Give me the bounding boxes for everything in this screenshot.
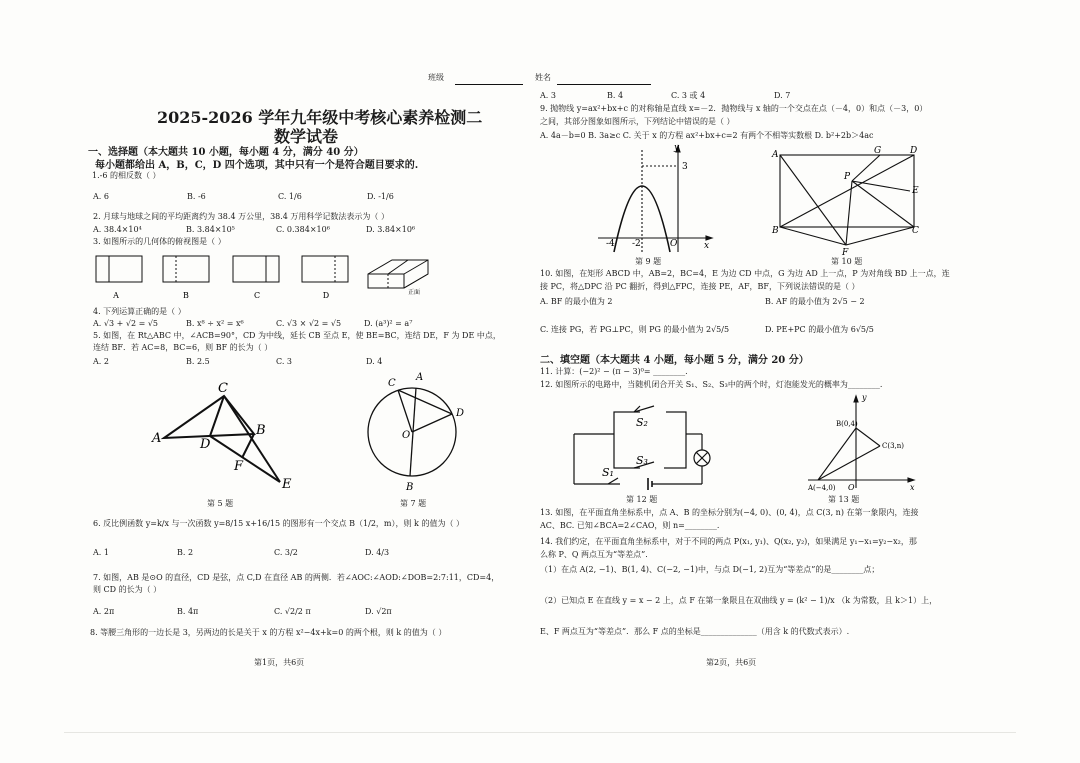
exam-subtitle: 数学试卷 bbox=[274, 127, 339, 146]
q7-line2: 则 CD 的长为（ ） bbox=[93, 585, 162, 594]
figure-q10 bbox=[770, 145, 930, 257]
q14-line4: （2）已知点 E 在直线 y = x − 2 上，点 F 在第一象限且在双曲线 y = (k² − 1)/x （k 为常数，且 k＞1）上， bbox=[540, 596, 938, 605]
svg-text:x: x bbox=[910, 483, 915, 492]
figure-q9 bbox=[592, 140, 722, 256]
fig5-caption: 第 5 题 bbox=[207, 499, 234, 508]
class-label: 班级 bbox=[428, 73, 444, 82]
svg-text:y: y bbox=[862, 393, 867, 402]
q1-option-b: B. -6 bbox=[187, 192, 206, 201]
section2-heading: 二、填空题（本大题共 4 小题，每小题 5 分，满分 20 分） bbox=[540, 355, 809, 366]
q1-option-a: A. 6 bbox=[93, 192, 109, 201]
q3-view-b bbox=[163, 256, 209, 282]
q3-view-c bbox=[233, 256, 279, 282]
q3-options-figure bbox=[92, 250, 437, 302]
svg-text:S₂: S₂ bbox=[636, 416, 648, 429]
svg-text:F: F bbox=[234, 459, 244, 474]
svg-text:O: O bbox=[402, 430, 411, 441]
q14-line1: 14. 我们约定，在平面直角坐标系中，对于不同的两点 P(x₁, y₁)、Q(x₂, y₂)，如果满足 y₁−x₁=y₂−x₂，那 bbox=[540, 537, 917, 546]
q2-option-a: A. 38.4×10⁴ bbox=[93, 225, 142, 234]
q4-option-b: B. x⁸ ÷ x² = x⁶ bbox=[186, 319, 244, 328]
q3-label-d: D bbox=[322, 291, 330, 300]
q5-line1: 5. 如图，在 Rt△ABC 中，∠ACB=90°，CD 为中线，延长 CB 至点 E，使 BE=BC，连结 DE，F 为 DE 中点， bbox=[93, 331, 501, 340]
q3-view-a bbox=[96, 256, 142, 282]
svg-text:B: B bbox=[406, 482, 414, 493]
q8-option-b: B. 4 bbox=[607, 91, 624, 100]
svg-text:S₁: S₁ bbox=[602, 466, 614, 479]
q4-option-a: A. √3 + √2 = √5 bbox=[93, 319, 159, 328]
svg-text:P: P bbox=[844, 172, 851, 182]
fig7-caption: 第 7 题 bbox=[400, 499, 427, 508]
svg-text:C(3,n): C(3,n) bbox=[882, 442, 905, 450]
q6-option-d: D. 4/3 bbox=[365, 548, 390, 557]
fig9-tick-3: 3 bbox=[682, 162, 688, 172]
q6-option-a: A. 1 bbox=[93, 548, 109, 557]
q14-line3: （1）在点 A(2, −1)、B(1, 4)、C(−2, −1)中，与点 D(−1, 2)互为“等差点”的是________点； bbox=[540, 565, 880, 574]
svg-text:A: A bbox=[416, 372, 424, 383]
figure-q12-circuit bbox=[568, 404, 728, 494]
q8-option-c: C. 3 或 4 bbox=[671, 91, 706, 100]
q3-label-c: C bbox=[253, 291, 261, 300]
q6-option-c: C. 3/2 bbox=[274, 548, 298, 557]
fig9-tick-m2: -2 bbox=[632, 239, 641, 249]
q8-option-a: A. 3 bbox=[540, 91, 556, 100]
q10-option-b: B. AF 的最小值为 2√5 − 2 bbox=[765, 297, 865, 306]
q1-stem: 1.-6 的相反数（ ） bbox=[92, 171, 161, 180]
fig9-caption: 第 9 题 bbox=[635, 257, 662, 266]
q1-option-c: C. 1/6 bbox=[278, 192, 302, 201]
q8-option-d: D. 7 bbox=[774, 91, 791, 100]
q14-line5: E、F 两点互为“等差点”．那么 F 点的坐标是______________（用含 k 的代数式表示）. bbox=[540, 627, 850, 636]
svg-text:G: G bbox=[874, 146, 882, 156]
svg-text:B(0,4): B(0,4) bbox=[836, 420, 858, 428]
footer-page2: 第2页，共6页 bbox=[706, 658, 757, 667]
q5-option-d: D. 4 bbox=[366, 357, 383, 366]
q4-option-c: C. √3 × √2 = √5 bbox=[276, 319, 342, 328]
section1-heading: 一、选择题（本大题共 10 小题，每小题 4 分，满分 40 分） bbox=[88, 147, 364, 158]
q13-line1: 13. 如图，在平面直角坐标系中，点 A、B 的坐标分别为(−4, 0)、(0, 4)，点 C(3, n) 在第一象限内，连接 bbox=[540, 508, 919, 517]
q10-option-d: D. PE+PC 的最小值为 6√5/5 bbox=[765, 325, 874, 334]
fig9-x-label: x bbox=[704, 241, 710, 251]
q14-line2: 么称 P、Q 两点互为“等差点”． bbox=[540, 550, 654, 559]
exam-title: 2025-2026 学年九年级中考核心素养检测二 bbox=[157, 108, 483, 127]
svg-text:A: A bbox=[152, 431, 162, 446]
q7-option-a: A. 2π bbox=[93, 607, 115, 616]
fig9-tick-m4: -4 bbox=[606, 239, 615, 249]
q3-front-label: 正面 bbox=[408, 289, 421, 296]
q3-view-d bbox=[302, 256, 348, 282]
q4-stem: 4. 下列运算正确的是（ ） bbox=[93, 307, 186, 316]
svg-text:D: D bbox=[200, 437, 211, 452]
q7-line1: 7. 如图，AB 是⊙O 的直径，CD 是弦，点 C,D 在直径 AB 的两侧．若∠AOC:∠AOD:∠DOB=2:7:11，CD=4， bbox=[93, 573, 500, 582]
q7-option-d: D. √2π bbox=[365, 607, 392, 616]
q5-option-a: A. 2 bbox=[93, 357, 109, 366]
fig9-y-label: y bbox=[674, 143, 680, 153]
svg-text:E: E bbox=[912, 186, 919, 196]
name-blank[interactable] bbox=[557, 84, 651, 85]
q1-option-d: D. -1/6 bbox=[367, 192, 394, 201]
svg-text:D: D bbox=[910, 146, 918, 156]
footer-page1: 第1页，共6页 bbox=[254, 658, 305, 667]
q6-option-b: B. 2 bbox=[177, 548, 194, 557]
q5-option-b: B. 2.5 bbox=[186, 357, 210, 366]
svg-text:A: A bbox=[772, 150, 779, 160]
q10-option-a: A. BF 的最小值为 2 bbox=[540, 297, 613, 306]
q2-stem: 2. 月球与地球之间的平均距离约为 38.4 万公里，38.4 万用科学记数法表示为（ ） bbox=[93, 212, 389, 221]
q9-options: A. 4a－b=0 B. 3a≥c C. 关于 x 的方程 ax²+bx+c=2 有两个不相等实数根 D. b²+2b＞4ac bbox=[540, 131, 874, 140]
svg-text:A(−4,0): A(−4,0) bbox=[808, 484, 836, 492]
q13-line2: AC、BC. 已知∠BCA=2∠CAO，则 n=________. bbox=[540, 521, 720, 530]
q10-line1: 10. 如图，在矩形 ABCD 中，AB=2，BC=4，E 为边 CD 中点，G 为边 AD 上一点，P 为对角线 BD 上一点，连 bbox=[540, 269, 950, 278]
fig10-caption: 第 10 题 bbox=[831, 257, 863, 266]
section1-instruction: 每小题都给出 A，B，C，D 四个选项，其中只有一个是符合题目要求的. bbox=[95, 160, 419, 171]
q2-option-c: C. 0.384×10⁶ bbox=[276, 225, 330, 234]
q7-option-b: B. 4π bbox=[177, 607, 199, 616]
q10-option-c: C. 连接 PG，若 PG⊥PC，则 PG 的最小值为 2√5/5 bbox=[540, 325, 730, 334]
svg-text:B: B bbox=[772, 226, 779, 236]
q9-line1: 9. 抛物线 y=ax²+bx+c 的对称轴是直线 x=－2．抛物线与 x 轴的一个交点在点（－4，0）和点（－3，0） bbox=[540, 104, 928, 113]
page-bottom-edge bbox=[64, 732, 1016, 733]
q10-line2: 接 PC，将△DPC 沿 PC 翻折，得到△FPC，连接 PE，AF，BF，下列说法错误的是（ ） bbox=[540, 282, 860, 291]
svg-text:D: D bbox=[456, 408, 465, 419]
q5-line2: 连结 BF．若 AC=8，BC=6，则 BF 的长为（ ） bbox=[93, 343, 273, 352]
q12-stem: 12. 如图所示的电路中，当随机闭合开关 S₁、S₂、S₃中的两个时，灯泡能发光的概率为________. bbox=[540, 380, 883, 389]
q3-label-b: B bbox=[183, 291, 189, 300]
q8-stem: 8. 等腰三角形的一边长是 3，另两边的长是关于 x 的方程 x²−4x+k=0 的两个根，则 k 的值为（ ） bbox=[90, 628, 447, 637]
svg-text:C: C bbox=[218, 381, 228, 396]
class-blank[interactable] bbox=[455, 84, 523, 85]
figure-q5 bbox=[150, 378, 300, 492]
svg-text:S₃: S₃ bbox=[636, 454, 648, 467]
name-label: 姓名 bbox=[535, 73, 551, 82]
fig12-caption: 第 12 题 bbox=[626, 495, 658, 504]
q4-option-d: D. (a³)² = a⁷ bbox=[364, 319, 413, 328]
fig13-caption: 第 13 题 bbox=[828, 495, 860, 504]
svg-text:O: O bbox=[848, 483, 855, 492]
q5-option-c: C. 3 bbox=[276, 357, 293, 366]
fig9-origin: O bbox=[670, 239, 678, 249]
figure-q7 bbox=[360, 370, 470, 496]
svg-text:E: E bbox=[282, 477, 292, 492]
svg-text:B: B bbox=[256, 423, 266, 438]
q3-stem: 3. 如图所示的几何体的俯视图是（ ） bbox=[93, 237, 226, 246]
q9-line2: 之间，其部分图象如图所示，下列结论中错误的是（ ） bbox=[540, 117, 735, 126]
svg-text:F: F bbox=[842, 248, 849, 257]
q3-solid-figure bbox=[368, 260, 428, 288]
q2-option-d: D. 3.84×10⁶ bbox=[366, 225, 416, 234]
svg-text:C: C bbox=[388, 378, 396, 389]
figure-q13 bbox=[804, 392, 920, 492]
q6-stem: 6. 反比例函数 y=k/x 与一次函数 y=8/15 x+16/15 的图形有一个交点 B（1/2，m），则 k 的值为（ ） bbox=[93, 519, 464, 528]
svg-text:C: C bbox=[912, 226, 919, 236]
q3-label-a: A bbox=[113, 291, 119, 300]
q7-option-c: C. √2/2 π bbox=[274, 607, 311, 616]
q11-stem: 11. 计算：(−2)² − (π − 3)⁰= ________. bbox=[540, 367, 688, 376]
q2-option-b: B. 3.84×10⁵ bbox=[186, 225, 235, 234]
